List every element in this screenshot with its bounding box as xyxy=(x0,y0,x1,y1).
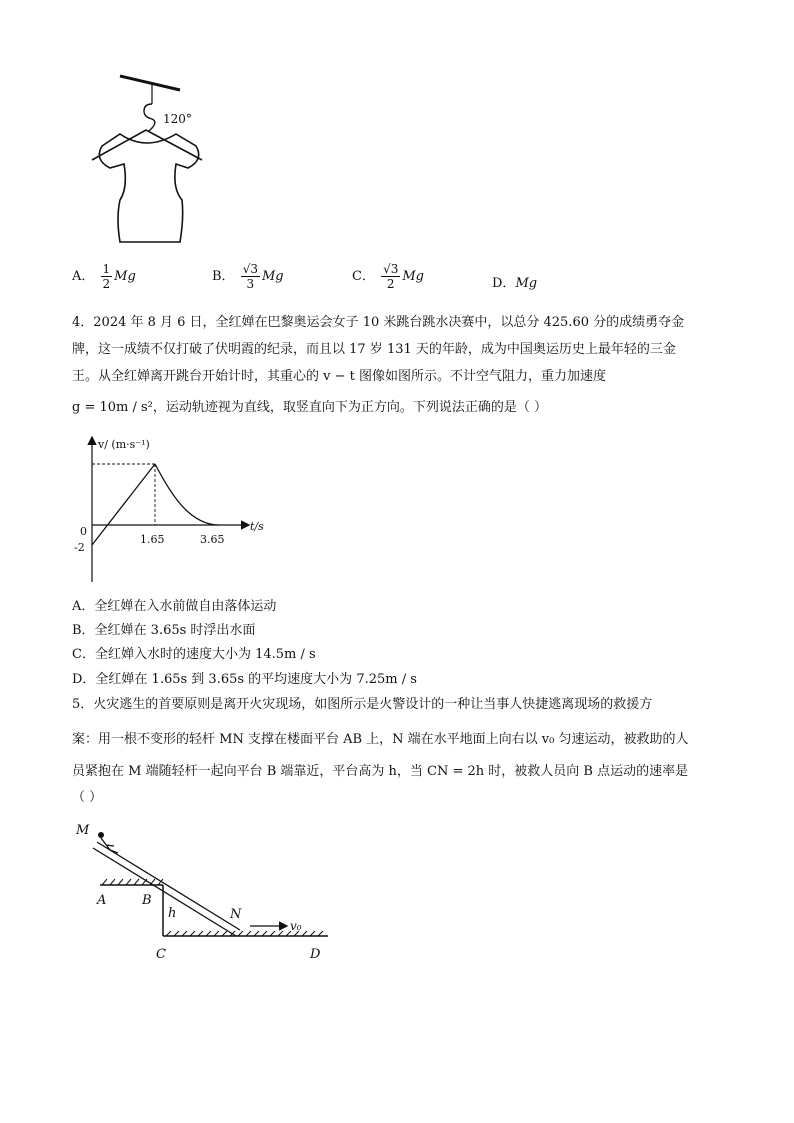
q4-option-a[interactable]: A．全红婵在入水前做自由落体运动 xyxy=(72,599,277,614)
q4-stem-line-2: 牌，这一成绩不仅打破了伏明霞的纪录，而且以 17 岁 131 天的年龄，成为中国奥运历史上最年轻的三金 xyxy=(72,342,676,357)
angle-label: 120° xyxy=(163,112,192,126)
velocity-curve xyxy=(155,464,218,525)
q5-stem-line-2: 案：用一根不变形的轻杆 MN 支撑在楼面平台 AB 上，N 端在水平地面上向右以 v₀ 匀速运动，被救助的人 xyxy=(72,732,689,747)
label-n: N xyxy=(230,907,242,922)
person-head xyxy=(98,832,104,838)
label-m: M xyxy=(76,823,90,838)
rescue-figure xyxy=(70,820,340,965)
x-tick-label-2: 3.65 xyxy=(200,533,225,546)
q5-stem-line-4: （ ） xyxy=(72,790,103,805)
vt-graph xyxy=(70,432,280,584)
label-b: B xyxy=(142,893,152,908)
x-axis-label: t/s xyxy=(250,520,264,533)
q4-option-c[interactable]: C．全红婵入水时的速度大小为 14.5m / s xyxy=(72,647,316,662)
fraction-denominator: 2 xyxy=(102,277,111,291)
q3-option-a[interactable]: A． $\frac{1}{2}$ Mg xyxy=(72,262,136,291)
fraction-numerator: 1 xyxy=(102,262,111,276)
q4-option-b[interactable]: B．全红婵在 3.65s 时浮出水面 xyxy=(72,623,256,638)
fraction-numerator: √3 xyxy=(242,262,258,276)
y-axis-label: v/ (m·s⁻¹) xyxy=(98,438,150,451)
hanger-hook xyxy=(144,104,155,131)
q3-option-d[interactable]: D．Mg xyxy=(492,276,538,291)
hanger-arms xyxy=(92,130,202,160)
label-a: A xyxy=(97,893,107,908)
label-c: C xyxy=(156,947,166,962)
rod-mn-bottom xyxy=(93,848,236,936)
q4-option-d[interactable]: D．全红婵在 1.65s 到 3.65s 的平均速度大小为 7.25m / s xyxy=(72,672,417,687)
y-tick-label: -2 xyxy=(74,541,85,554)
q5-stem-line-1: 5．火灾逃生的首要原则是离开火灾现场，如图所示是火警设计的一种让当事人快捷逃离现场的救援方 xyxy=(72,697,653,712)
hanger-figure xyxy=(80,68,220,248)
q5-stem-line-3: 员紧抱在 M 端随轻杆一起向平台 B 端靠近，平台高为 h，当 CN = 2h 时，被救人员向 B 点运动的速率是 xyxy=(72,764,689,779)
fraction-numerator: √3 xyxy=(383,262,399,276)
q3-option-b[interactable]: B． $\frac{√3}{3}$ Mg xyxy=(212,262,284,291)
q4-stem-line-1: 4．2024 年 8 月 6 日，全红婵在巴黎奥运会女子 10 米跳台跳水决赛中，以总分 425.60 分的成绩勇夺金 xyxy=(72,315,685,330)
label-v0: v₀ xyxy=(290,919,302,933)
x-tick-label-1: 1.65 xyxy=(140,533,165,546)
ceiling-bar xyxy=(120,76,180,90)
origin-label: 0 xyxy=(80,525,87,538)
q4-stem-line-3: 王。从全红婵离开跳台开始计时，其重心的 v − t 图像如图所示。不计空气阻力，重力加速度 xyxy=(72,369,606,384)
q3-option-c[interactable]: C． $\frac{√3}{2}$ Mg xyxy=(352,262,425,291)
fraction-denominator: 3 xyxy=(246,277,255,291)
platform-hatch xyxy=(102,879,163,885)
q4-stem-line-4: g = 10m / s²，运动轨迹视为直线，取竖直向下为正方向。下列说法正确的是（ ） xyxy=(72,400,548,415)
fraction-denominator: 2 xyxy=(386,277,395,291)
label-h: h xyxy=(168,906,177,921)
label-d: D xyxy=(310,947,321,962)
